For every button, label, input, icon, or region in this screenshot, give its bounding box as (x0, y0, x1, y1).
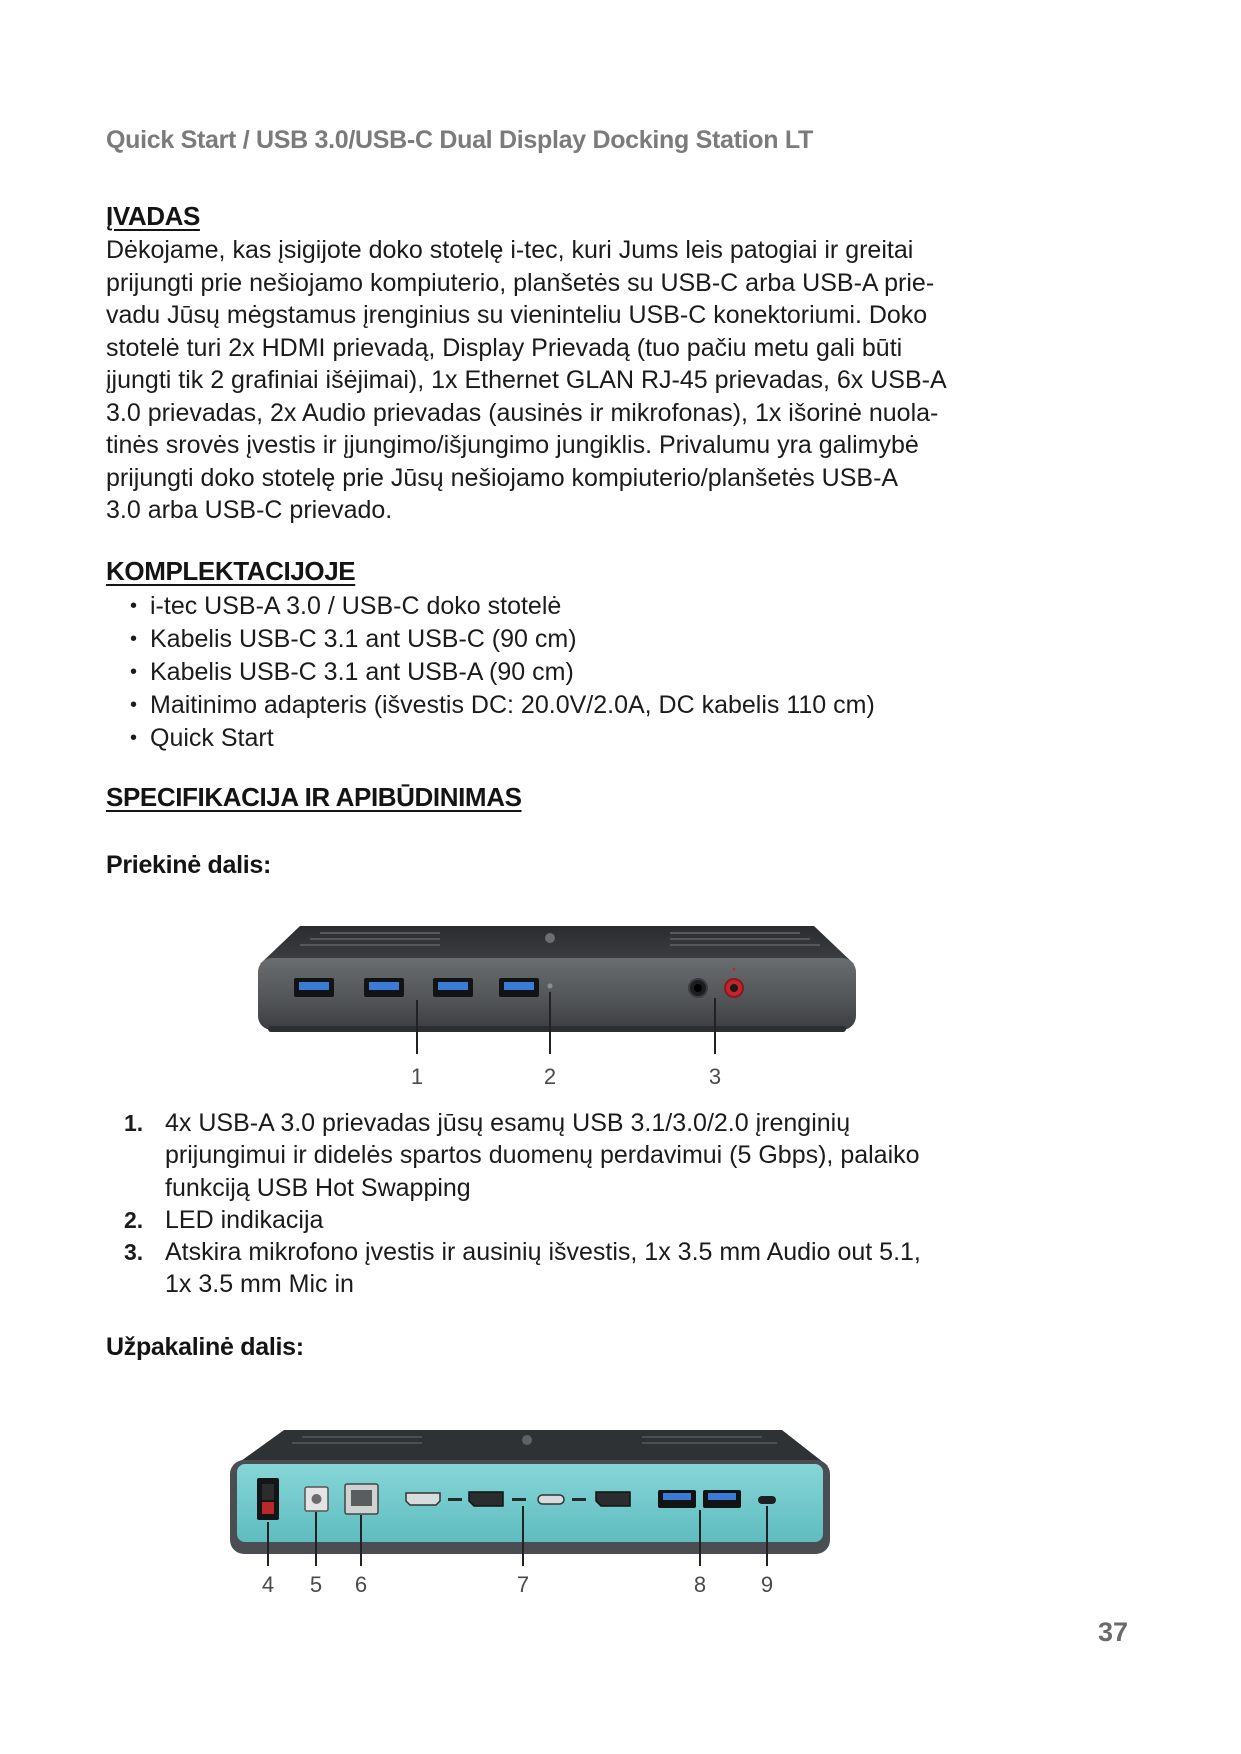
vent (302, 1436, 422, 1438)
jack-hole (694, 984, 702, 992)
audio-out-jack (689, 979, 707, 997)
callout-label-1: 1 (410, 1064, 424, 1089)
usb-a-port (703, 1490, 741, 1508)
power-switch (257, 1478, 279, 1520)
port-label-mark (572, 1498, 586, 1501)
item-line: funkciją USB Hot Swapping (165, 1173, 471, 1202)
package-item: • Kabelis USB-C 3.1 ant USB-C (90 cm) (130, 623, 1130, 656)
vent (642, 1436, 762, 1438)
vent (670, 932, 800, 934)
usb-c-port (538, 1495, 564, 1504)
led-indicator (548, 984, 553, 989)
back-panel-illustration (222, 1414, 840, 1604)
displayport-port (596, 1492, 630, 1506)
mic-in-jack (725, 979, 743, 997)
usb-port-tongue (369, 982, 399, 990)
usbc-shape (758, 1496, 776, 1504)
intro-line: stotelė turi 2x HDMI prievadą, Display Prievadą (tuo pačiu metu gali būti (106, 333, 903, 362)
usb-a-port (364, 978, 404, 997)
callout-label-4: 4 (261, 1572, 275, 1597)
front-feature-item (124, 1204, 1144, 1236)
intro-line: prijungti doko stotelę prie Jūsų nešiojamo kompiuterio/planšetės USB-A (106, 463, 899, 492)
vent (320, 932, 440, 934)
callout-label-2: 2 (543, 1064, 557, 1089)
front-feature-item (124, 1107, 1144, 1204)
item-line: prijungimui ir didelės spartos duomenų perdavimui (5 Gbps), palaiko (165, 1141, 920, 1170)
document-header: Quick Start / USB 3.0/USB-C Dual Display Docking Station LT (106, 126, 813, 154)
switch-indicator (262, 1502, 274, 1514)
usbc-shape (538, 1495, 564, 1504)
hdmi-shape (406, 1493, 440, 1505)
package-item: • i-tec USB-A 3.0 / USB-C doko stotelė (130, 590, 1130, 623)
front-feature-list (124, 1107, 1144, 1301)
displayport-port (469, 1492, 503, 1506)
item-number: 1. (124, 1110, 144, 1136)
usb-a-port (294, 978, 334, 997)
usb-port-tongue (299, 982, 329, 990)
package-item: • Kabelis USB-C 3.1 ant USB-A (90 cm) (130, 656, 1130, 689)
intro-heading: ĮVADAS (106, 201, 200, 231)
rj45-port (345, 1484, 378, 1514)
page-number: 37 (1097, 1617, 1128, 1647)
callout-label-8: 8 (693, 1572, 707, 1597)
item-line: 4x USB-A 3.0 prievadas jūsų esamų USB 3.1/3.0/2.0 įrenginių (165, 1109, 851, 1137)
vent (670, 944, 820, 946)
item-line: Atskira mikrofono įvestis ir ausinių išvestis, 1x 3.5 mm Audio out 5.1, (165, 1238, 921, 1267)
switch-rocker (262, 1484, 274, 1500)
intro-line: Dėkojame, kas įsigijote doko stotelę i-tec, kuri Jums leis patogiai ir greitai (106, 236, 914, 264)
usb-port-tongue (438, 982, 468, 990)
logo-mark (522, 1435, 532, 1445)
item-number: 2. (124, 1206, 144, 1233)
intro-line: 3.0 arba USB-C prievado. (106, 496, 393, 524)
intro-line: 3.0 prievadas, 2x Audio prievadas (ausinės ir mikrofonas), 1x išorinė nuola- (106, 398, 939, 427)
callout-label-9: 9 (760, 1572, 774, 1597)
jack-hole (730, 984, 738, 992)
package-item: • Quick Start (130, 722, 1130, 755)
dc-in-port (305, 1487, 328, 1511)
usb-c-upstream-port (758, 1496, 776, 1504)
package-heading: KOMPLEKTACIJOJE (106, 556, 356, 586)
usb-port-tongue (708, 1493, 736, 1500)
usb-port-tongue (504, 982, 534, 990)
vent (642, 1442, 777, 1444)
dock-front-face (258, 958, 856, 1030)
package-item: • Maitinimo adapteris (išvestis DC: 20.0V/2.0A, DC kabelis 110 cm) (130, 689, 1130, 722)
intro-line: prijungti prie nešiojamo kompiuterio, planšetės su USB-C arba USB-A prie- (106, 268, 935, 297)
spec-heading: SPECIFIKACIJA IR APIBŪDINIMAS (106, 782, 522, 812)
vent (300, 944, 440, 946)
port-label-mark (448, 1498, 462, 1501)
item-text (165, 1204, 323, 1236)
item-line: 1x 3.5 mm Mic in (165, 1270, 354, 1299)
callout-label-6: 6 (354, 1572, 368, 1597)
callout-label-5: 5 (309, 1572, 323, 1597)
package-list (130, 590, 1130, 755)
callout-label-3: 3 (708, 1064, 722, 1089)
intro-line: vadu Jūsų mėgstamus įrenginius su vieninteliu USB-C konektoriumi. Doko (106, 301, 928, 329)
intro-paragraph (106, 234, 1146, 527)
hdmi-port (406, 1493, 440, 1505)
front-feature-item (124, 1236, 1144, 1301)
back-heading: Užpakalinė dalis: (106, 1333, 304, 1361)
usb-port-tongue (663, 1493, 691, 1500)
front-panel-illustration (250, 912, 862, 1097)
dock-bottom-lip (268, 1026, 846, 1032)
jack-marker-dot (733, 968, 736, 971)
dc-hole (312, 1494, 322, 1504)
item-text (165, 1236, 921, 1301)
rj45-socket (351, 1490, 372, 1506)
dp-shape (596, 1492, 630, 1506)
vent (670, 938, 810, 940)
front-heading: Priekinė dalis: (106, 851, 272, 879)
item-text (165, 1107, 920, 1204)
port-label-mark (512, 1498, 526, 1501)
dp-shape (469, 1492, 503, 1506)
vent (292, 1442, 422, 1444)
vent (310, 938, 440, 940)
intro-line: įjungti tik 2 grafiniai išėjimai), 1x Ethernet GLAN RJ-45 prievadas, 6x USB-A (106, 366, 947, 394)
usb-a-port (499, 978, 539, 997)
item-line: LED indikacija (165, 1205, 324, 1234)
usb-a-port (433, 978, 473, 997)
usb-a-port (658, 1490, 696, 1508)
logo-mark (545, 933, 555, 943)
item-number: 3. (124, 1239, 144, 1266)
callout-label-7: 7 (516, 1572, 530, 1597)
intro-line: tinės srovės įvestis ir įjungimo/išjungimo jungiklis. Privalumu yra galimybė (106, 431, 919, 459)
